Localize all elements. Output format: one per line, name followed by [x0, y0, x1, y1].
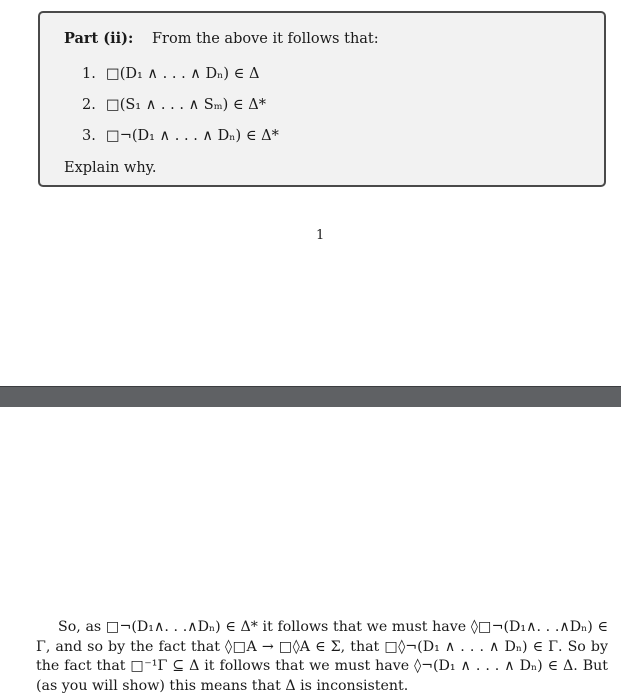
- formula-list: [82, 59, 604, 152]
- item-number: 2.: [82, 97, 96, 113]
- explain-prompt: Explain why.: [64, 160, 157, 176]
- part-heading: [64, 25, 604, 53]
- item-formula: □(S₁ ∧ . . . ∧ Sₘ) ∈ Δ*: [106, 97, 266, 113]
- page-divider: [0, 386, 621, 408]
- formula-item: [82, 90, 604, 121]
- part-label: Part (ii):: [64, 30, 134, 47]
- item-formula: □¬(D₁ ∧ . . . ∧ Dₙ) ∈ Δ*: [106, 128, 279, 144]
- formula-item: [82, 59, 604, 90]
- page-number: 1: [316, 228, 325, 243]
- continuation-paragraph: So, as □¬(D₁∧. . .∧Dₙ) ∈ Δ* it follows that we must have ◊□¬(D₁∧. . .∧Dₙ) ∈ Γ, and so by the fact that ◊□A → □◊A ∈ Σ, that □◊¬(D₁ ∧ . . . ∧ Dₙ) ∈ Γ. So by the fact that □⁻¹Γ ⊆ Δ it follows that we must have ◊¬(D₁ ∧ . . . ∧ Dₙ) ∈ Δ. But (as you will show) this means that Δ is inconsistent.: [36, 619, 608, 694]
- part-intro: From the above it follows that:: [152, 31, 379, 47]
- exercise-box: [38, 11, 606, 187]
- item-number: 1.: [82, 66, 96, 82]
- item-number: 3.: [82, 128, 96, 144]
- item-formula: □(D₁ ∧ . . . ∧ Dₙ) ∈ Δ: [106, 66, 260, 82]
- formula-item: [82, 121, 604, 152]
